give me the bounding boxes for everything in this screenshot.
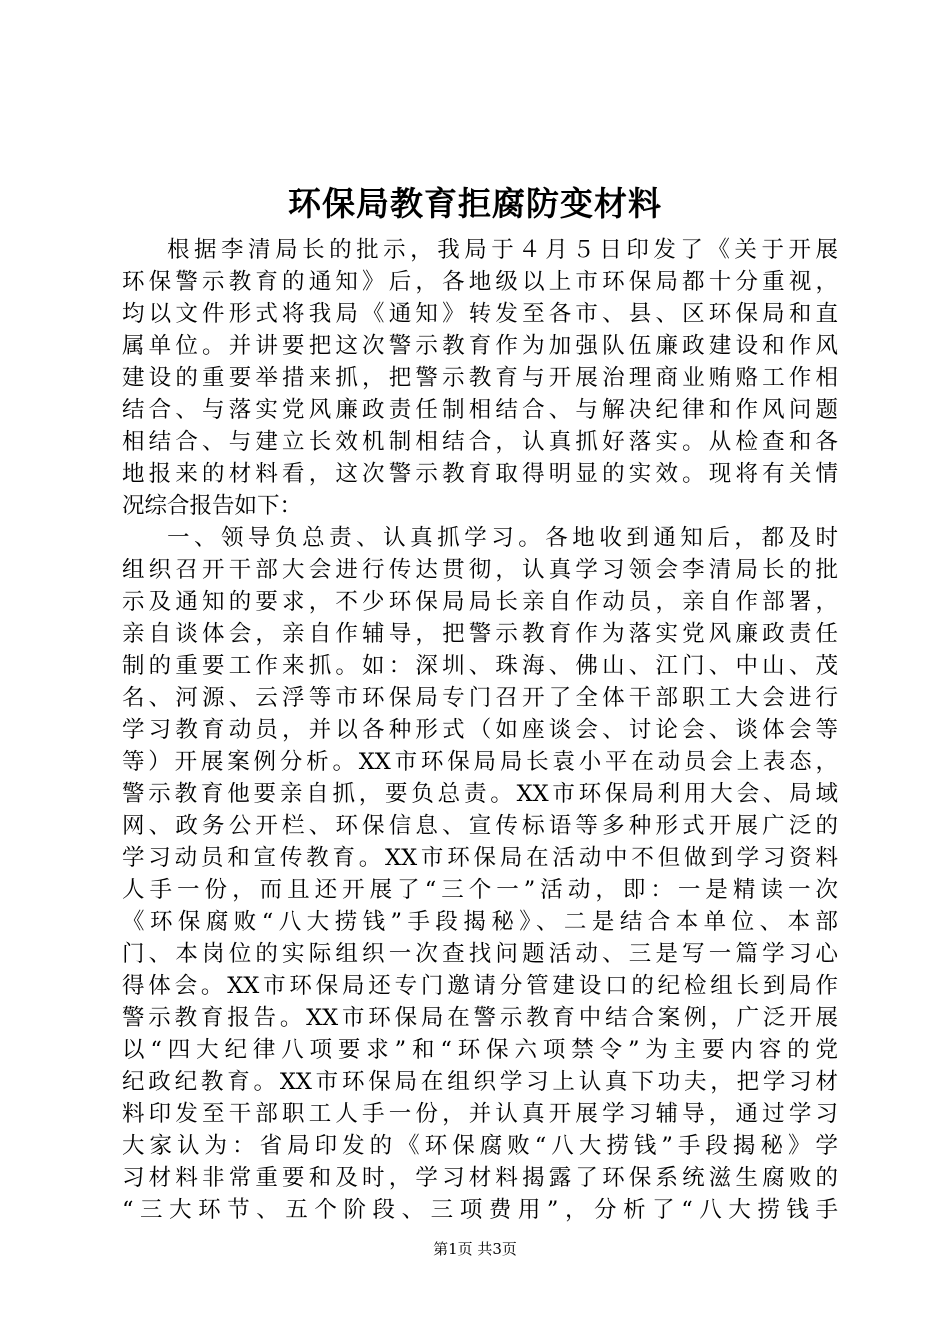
paragraph-1-line-7: 相结合、与建立长效机制相结合，认真抓好落实。从检查和各 xyxy=(122,429,838,455)
paragraph-1-line-8: 地报来的材料看，这次警示教育取得明显的实效。现将有关情 xyxy=(122,461,838,487)
document-body xyxy=(122,234,838,1226)
document-title: 环保局教育拒腐防变材料 xyxy=(288,184,662,223)
paragraph-1-line-3: 均以文件形式将我局《通知》转发至各市、县、区环保局和直 xyxy=(122,301,838,327)
paragraph-2-line-10: 网、政务公开栏、环保信息、宣传标语等多种形式开展广泛的 xyxy=(122,813,838,839)
paragraph-2-line-16: 警示教育报告。XX市环保局在警示教育中结合案例，广泛开展 xyxy=(122,1005,838,1031)
paragraph-2-line-12: 人手一份，而且还开展了“三个一”活动，即：一是精读一次 xyxy=(122,877,838,903)
paragraph-2-line-13: 《环保腐败“八大捞钱”手段揭秘》、二是结合本单位、本部 xyxy=(122,909,838,935)
paragraph-2-line-5: 制的重要工作来抓。如：深圳、珠海、佛山、江门、中山、茂 xyxy=(122,653,838,679)
paragraph-2-line-14: 门、本岗位的实际组织一次查找问题活动、三是写一篇学习心 xyxy=(122,941,838,967)
paragraph-2-line-4: 亲自谈体会，亲自作辅导，把警示教育作为落实党风廉政责任 xyxy=(122,621,838,647)
paragraph-2-line-21: 习材料非常重要和及时，学习材料揭露了环保系统滋生腐败的 xyxy=(122,1165,838,1191)
paragraph-2-line-15: 得体会。XX市环保局还专门邀请分管建设口的纪检组长到局作 xyxy=(122,973,838,999)
paragraph-2-line-20: 大家认为：省局印发的《环保腐败“八大捞钱”手段揭秘》学 xyxy=(122,1133,838,1159)
paragraph-2-line-1: 一、领导负总责、认真抓学习。各地收到通知后，都及时 xyxy=(167,525,838,551)
paragraph-2-line-19: 料印发至干部职工人手一份，并认真开展学习辅导，通过学习 xyxy=(122,1101,838,1127)
paragraph-2-line-3: 示及通知的要求，不少环保局局长亲自作动员，亲自作部署， xyxy=(122,589,838,615)
paragraph-2-line-18: 纪政纪教育。XX市环保局在组织学习上认真下功夫，把学习材 xyxy=(122,1069,838,1095)
paragraph-1-line-6: 结合、与落实党风廉政责任制相结合、与解决纪律和作风问题 xyxy=(122,397,838,423)
paragraph-1-line-5: 建设的重要举措来抓，把警示教育与开展治理商业贿赂工作相 xyxy=(122,365,838,391)
page-footer: 第1页 共3页 xyxy=(433,1240,517,1258)
paragraph-1-line-1: 根据李清局长的批示，我局于４月５日印发了《关于开展 xyxy=(167,237,838,263)
paragraph-2-line-8: 等）开展案例分析。XX市环保局局长袁小平在动员会上表态， xyxy=(122,749,838,775)
paragraph-2-line-22: “三大环节、五个阶段、三项费用”，分析了“八大捞钱手 xyxy=(122,1197,838,1223)
paragraph-2-line-11: 学习动员和宣传教育。XX市环保局在活动中不但做到学习资料 xyxy=(122,845,838,871)
paragraph-2-line-6: 名、河源、云浮等市环保局专门召开了全体干部职工大会进行 xyxy=(122,685,838,711)
paragraph-2-line-2: 组织召开干部大会进行传达贯彻，认真学习领会李清局长的批 xyxy=(122,557,838,583)
paragraph-1-line-9: 况综合报告如下： xyxy=(122,493,303,519)
paragraph-2-line-7: 学习教育动员，并以各种形式（如座谈会、讨论会、谈体会等 xyxy=(122,717,838,743)
paragraph-1-line-2: 环保警示教育的通知》后，各地级以上市环保局都十分重视， xyxy=(122,269,838,295)
paragraph-1-line-4: 属单位。并讲要把这次警示教育作为加强队伍廉政建设和作风 xyxy=(122,333,838,359)
paragraph-2-line-9: 警示教育他要亲自抓，要负总责。XX市环保局利用大会、局域 xyxy=(122,781,838,807)
paragraph-2-line-17: 以“四大纪律八项要求”和“环保六项禁令”为主要内容的党 xyxy=(122,1037,838,1063)
